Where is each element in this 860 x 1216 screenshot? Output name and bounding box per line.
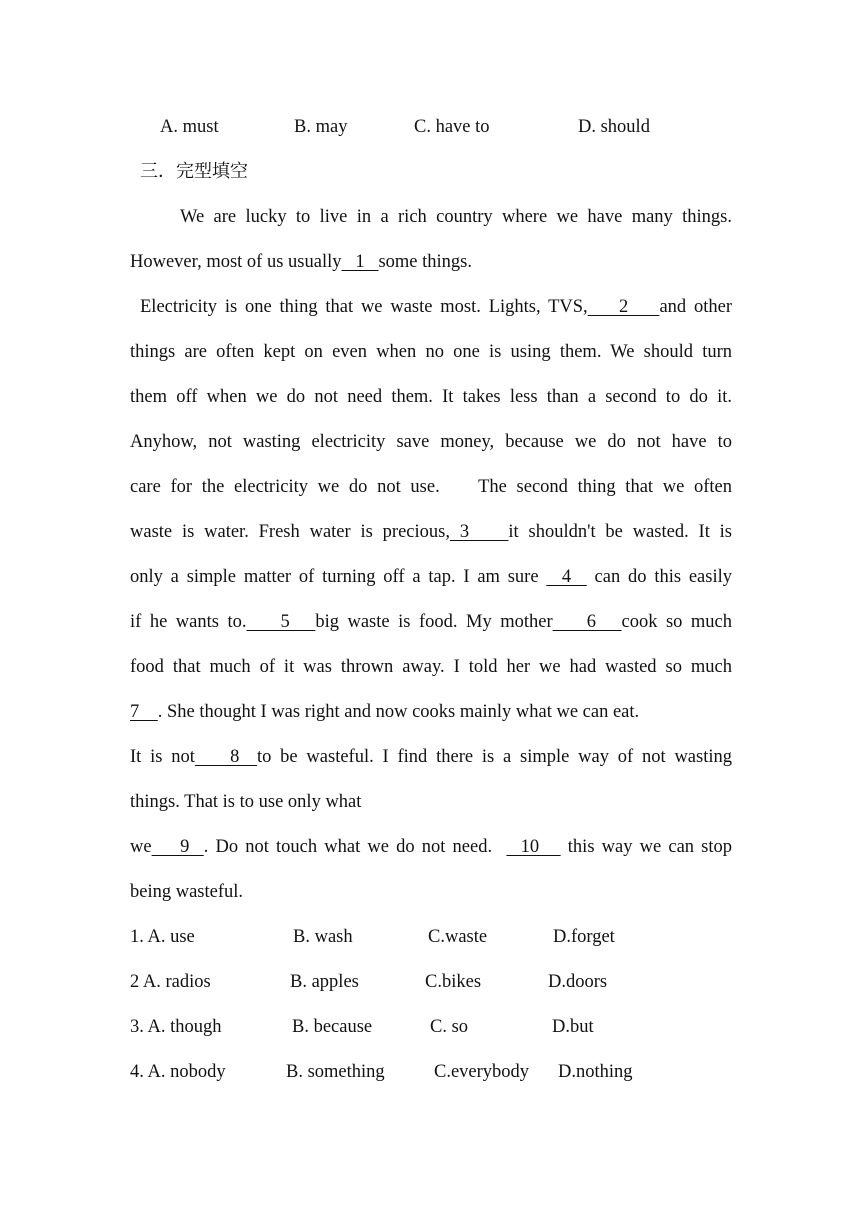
option-a: A. must	[160, 117, 219, 137]
passage-text: It is not	[130, 747, 195, 767]
passage-text: waste is water. Fresh water is precious,	[130, 522, 450, 542]
question-option-a: 3. A. though	[130, 1017, 222, 1037]
passage-line: care for the electricity we do not use. The second thing that we often	[130, 477, 732, 497]
blank-1: 1	[341, 252, 379, 272]
question-option-d: D.nothing	[558, 1062, 633, 1082]
blank-2: 2	[587, 297, 660, 317]
passage-line: them off when we do not need them. It takes less than a second to do it.	[130, 387, 732, 407]
passage-text: some things.	[378, 252, 472, 272]
passage-line	[130, 607, 732, 637]
passage-text: However, most of us usually	[130, 252, 342, 272]
blank-3: 3	[449, 522, 509, 542]
section-heading: 三．完型填空	[140, 161, 248, 182]
question-row	[130, 1057, 732, 1087]
blank-5: 5	[246, 612, 316, 632]
option-b: B. may	[294, 117, 348, 137]
passage-line	[130, 562, 732, 592]
passage-text: . Do not touch what we do not need.	[203, 837, 507, 857]
question-option-c: C.waste	[428, 927, 488, 947]
passage-line	[130, 697, 732, 727]
question-option-a: 4. A. nobody	[130, 1062, 226, 1082]
blank-6: 6	[552, 612, 622, 632]
passage-line	[130, 832, 732, 862]
question-option-b: B. apples	[290, 972, 359, 992]
passage-text: if he wants to.	[130, 612, 247, 632]
question-option-a: 2 A. radios	[130, 972, 211, 992]
passage-text: can do this easily	[586, 567, 732, 587]
question-option-c: C.everybody	[434, 1062, 530, 1082]
question-option-c: C. so	[430, 1017, 469, 1037]
passage-text: this way we can stop	[560, 837, 733, 857]
previous-options-row	[130, 112, 732, 142]
passage-text: only a simple matter of turning off a tap. I am sure	[130, 567, 547, 587]
passage-line	[140, 292, 732, 322]
question-row	[130, 1012, 732, 1042]
passage-line: food that much of it was thrown away. I told her we had wasted so much	[130, 657, 732, 677]
passage-line: We are lucky to live in a rich country where we have many things.	[180, 207, 732, 227]
question-option-d: D.forget	[553, 927, 615, 947]
question-option-c: C.bikes	[425, 972, 482, 992]
blank-7: 7	[130, 702, 158, 722]
passage-line	[130, 247, 732, 277]
passage-line: things. That is to use only what	[130, 792, 362, 812]
passage-line	[130, 517, 732, 547]
question-row	[130, 967, 732, 997]
question-option-d: D.but	[552, 1017, 594, 1037]
blank-10: 10	[506, 837, 561, 857]
option-d: D. should	[578, 117, 650, 137]
question-option-b: B. because	[292, 1017, 373, 1037]
passage-text: Electricity is one thing that we waste most. Lights, TVS,	[140, 297, 588, 317]
passage-text: cook so much	[621, 612, 733, 632]
passage-line: Anyhow, not wasting electricity save money, because we do not have to	[130, 432, 732, 452]
question-row	[130, 922, 732, 952]
passage-text: we	[130, 837, 152, 857]
passage-text: it shouldn't be wasted. It is	[508, 522, 733, 542]
passage-text: big waste is food. My mother	[315, 612, 553, 632]
option-c: C. have to	[414, 117, 490, 137]
passage-text: to be wasteful. I find there is a simple way of not wasting	[256, 747, 733, 767]
passage-text: . She thought I was right and now cooks mainly what we can eat.	[157, 702, 640, 722]
passage-text: and other	[659, 297, 733, 317]
blank-8: 8	[194, 747, 257, 767]
blank-4: 4	[546, 567, 587, 587]
blank-9: 9	[151, 837, 204, 857]
passage-line: being wasteful.	[130, 882, 244, 902]
question-option-b: B. wash	[293, 927, 353, 947]
question-option-b: B. something	[286, 1062, 385, 1082]
passage-line	[130, 742, 732, 772]
question-option-a: 1. A. use	[130, 927, 195, 947]
passage-line: things are often kept on even when no one is using them. We should turn	[130, 342, 732, 362]
question-option-d: D.doors	[548, 972, 608, 992]
